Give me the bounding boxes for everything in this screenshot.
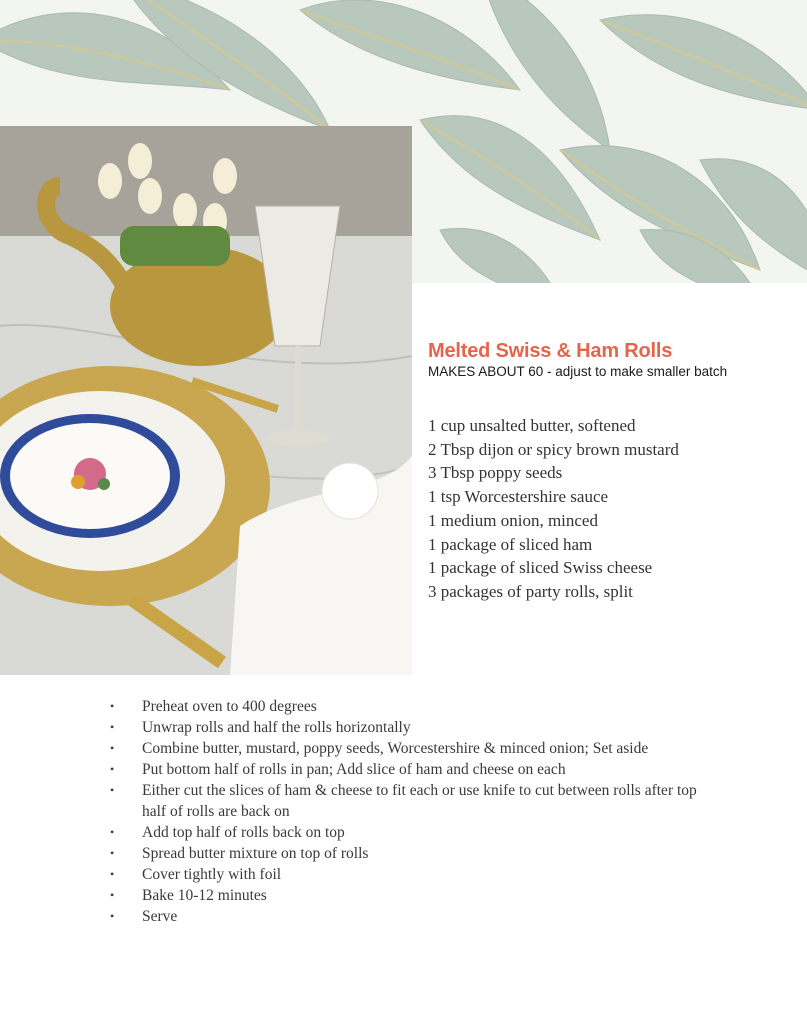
bullet-icon: • <box>110 867 115 881</box>
recipe-title: Melted Swiss & Ham Rolls <box>428 340 673 362</box>
ingredient-item: 1 package of sliced ham <box>428 534 593 554</box>
instruction-step <box>110 738 710 759</box>
ingredient-item: 1 package of sliced Swiss cheese <box>428 558 653 578</box>
instruction-step <box>110 906 710 927</box>
photo-icon <box>0 126 412 675</box>
instruction-text: Bake 10-12 minutes <box>142 887 267 904</box>
instruction-step <box>110 885 710 906</box>
instruction-text: Unwrap rolls and half the rolls horizontally <box>142 719 411 736</box>
bullet-icon: • <box>110 720 115 734</box>
ingredient-item: 1 medium onion, minced <box>428 510 598 530</box>
instruction-step <box>110 780 710 822</box>
ingredient-item: 3 packages of party rolls, split <box>428 581 633 601</box>
instruction-text: Cover tightly with foil <box>142 866 282 883</box>
instruction-text: Combine butter, mustard, poppy seeds, Worcestershire & minced onion; Set aside <box>142 740 649 757</box>
bullet-icon: • <box>110 846 115 860</box>
ingredient-item: 3 Tbsp poppy seeds <box>428 463 563 483</box>
instruction-step <box>110 696 710 717</box>
instructions-list <box>110 696 710 927</box>
instruction-step <box>110 864 710 885</box>
bullet-icon: • <box>110 888 115 902</box>
bullet-icon: • <box>110 741 115 755</box>
ingredient-item: 2 Tbsp dijon or spicy brown mustard <box>428 439 679 459</box>
instruction-text: Add top half of rolls back on top <box>142 824 345 841</box>
instruction-text: Preheat oven to 400 degrees <box>142 698 317 715</box>
table-setting-photo <box>0 126 412 675</box>
instruction-step <box>110 822 710 843</box>
instruction-step <box>110 759 710 780</box>
instruction-text: Either cut the slices of ham & cheese to fit each or use knife to cut between rolls after top half of rolls are back on <box>142 782 697 820</box>
ingredients-list <box>428 414 679 604</box>
instruction-text: Put bottom half of rolls in pan; Add slice of ham and cheese on each <box>142 761 566 778</box>
bullet-icon: • <box>110 909 115 923</box>
instruction-step <box>110 717 710 738</box>
ingredient-item: 1 cup unsalted butter, softened <box>428 416 636 435</box>
bullet-icon: • <box>110 783 115 797</box>
instruction-text: Spread butter mixture on top of rolls <box>142 845 369 862</box>
instruction-step <box>110 843 710 864</box>
bullet-icon: • <box>110 825 115 839</box>
ingredient-item: 1 tsp Worcestershire sauce <box>428 487 609 507</box>
bullet-icon: • <box>110 762 115 776</box>
bullet-icon: • <box>110 699 115 713</box>
recipe-yield: MAKES ABOUT 60 - adjust to make smaller batch <box>428 364 728 379</box>
instruction-text: Serve <box>142 908 178 925</box>
